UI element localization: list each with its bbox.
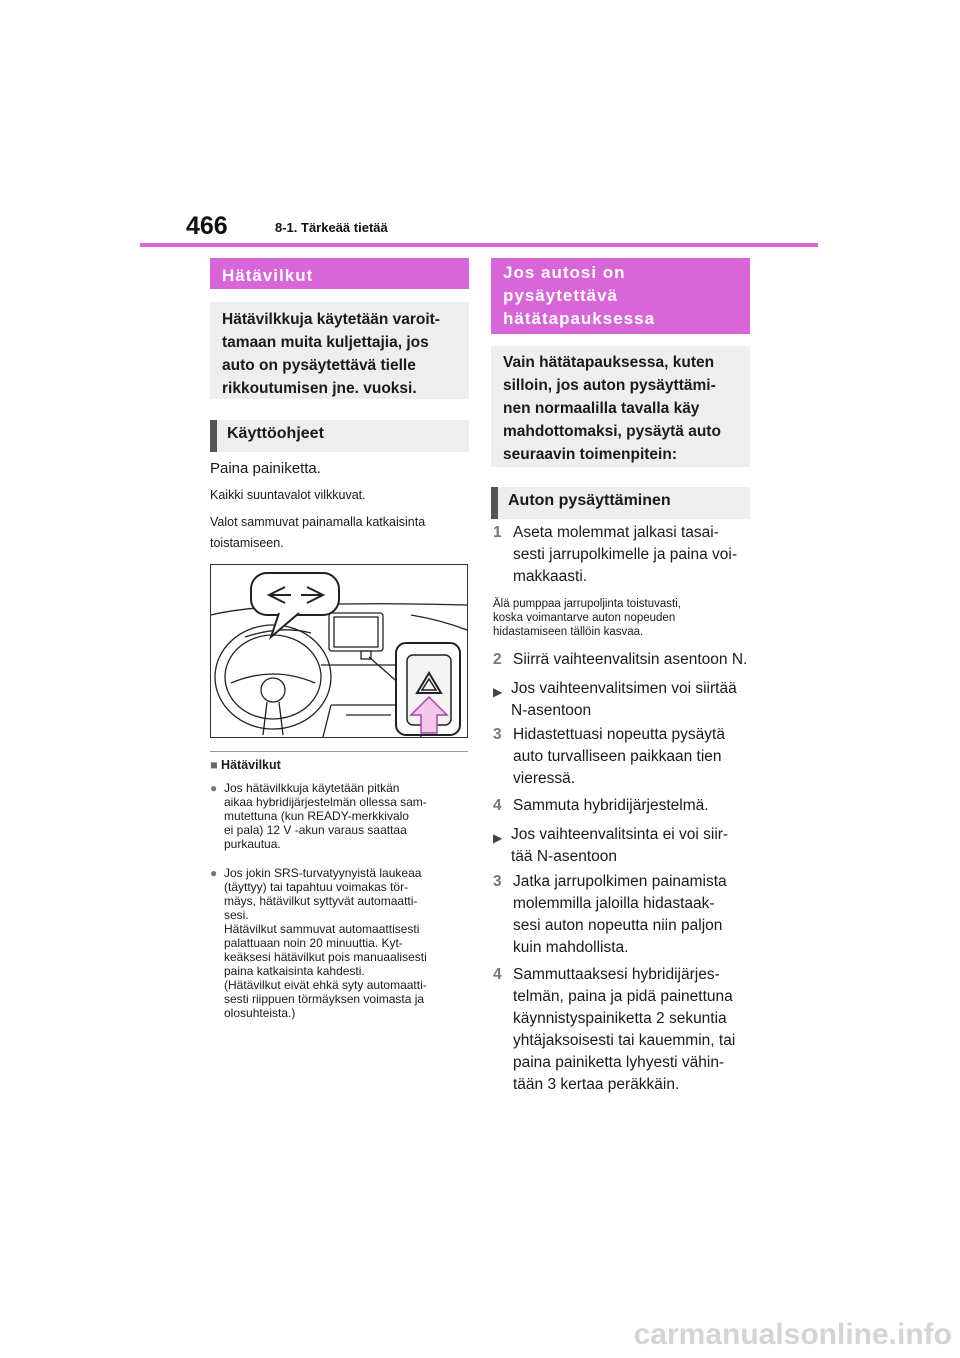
subheading-stopping: Auton pysäyttäminen	[491, 487, 750, 519]
step-line: yhtäjaksoisesti tai kauemmin, tai	[513, 1032, 736, 1049]
desc-text: Kaikki suuntavalot vilkkuvat.	[210, 488, 366, 502]
desc-text-2	[210, 512, 425, 554]
note-bullet	[210, 781, 466, 851]
condition-2	[493, 824, 751, 868]
step-line: paina painiketta lyhyesti vähin-	[513, 1054, 725, 1071]
heading-emergency-stop	[491, 258, 750, 334]
condition-line: tää N-asentoon	[511, 848, 617, 865]
square-bullet-icon: ■	[210, 758, 218, 772]
intro-line: mahdottomaksi, pysäytä auto	[503, 423, 721, 440]
step-3b	[493, 871, 745, 959]
note-bullet	[210, 866, 466, 1020]
triangle-bullet-icon: ▶	[493, 685, 503, 699]
step-line: Sammuta hybridijärjestelmä.	[513, 797, 709, 814]
step-line: Sammuttaaksesi hybridijärjes-	[513, 966, 720, 983]
bullet-text: Jos jokin SRS-turvatyynyistä laukeaa (täyttyy) tai tapahtuu voimakas tör- mäys, hätävilkut syttyvät automaatti- sesi. Hätävilkut sammuvat automaattisesti palattuaan noin 20 minuuttia. Kyt- keäksesi hätävilkut pois manuaalisesti paina katkaisinta kahdesti. (Hätävilkut eivät ehkä syty automaatti- sesti riippuen törmäyksen voimasta ja olosuhteista.)	[224, 866, 427, 1020]
section-title: 8-1. Tärkeää tietää	[275, 220, 388, 235]
step-4	[493, 795, 745, 817]
step-3	[493, 724, 745, 790]
note-title-text: Hätävilkut	[221, 758, 281, 772]
condition-line: Jos vaihteenvalitsimen voi siirtää	[511, 680, 737, 697]
condition-1	[493, 678, 751, 722]
circle-bullet-icon: ●	[210, 866, 218, 880]
note-line: koska voimantarve auton nopeuden	[493, 612, 676, 624]
step-line: Jatka jarrupolkimen painamista	[513, 873, 727, 890]
note-divider	[210, 751, 468, 752]
dashboard-drawing	[211, 565, 467, 737]
note-title	[210, 758, 281, 772]
watermark: carmanualsonline.info	[633, 1318, 952, 1351]
desc-line: Valot sammuvat painamalla katkaisinta	[210, 515, 426, 529]
step-number: 2	[493, 651, 502, 668]
intro-line: auto on pysäytettävä tielle	[222, 357, 416, 374]
step-line: sesi auton nopeutta niin paljon	[513, 917, 723, 934]
step-line: telmän, paina ja pidä painettuna	[513, 988, 733, 1005]
intro-line: silloin, jos auton pysäyttämi-	[503, 377, 716, 394]
step-1-note	[493, 597, 681, 639]
circle-bullet-icon: ●	[210, 781, 218, 795]
step-1	[493, 522, 745, 588]
intro-box	[210, 302, 469, 399]
step-line: kuin mahdollista.	[513, 939, 629, 956]
step-line: molemmilla jaloilla hidastaak-	[513, 895, 715, 912]
note-line: hidastamiseen tällöin kasvaa.	[493, 626, 644, 638]
triangle-bullet-icon: ▶	[493, 831, 503, 845]
intro-line: rikkoutumisen jne. vuoksi.	[222, 380, 417, 397]
step-line: makkaasti.	[513, 568, 588, 585]
step-line: sesti jarrupolkimelle ja paina voi-	[513, 546, 737, 563]
emergency-intro-box	[491, 346, 750, 467]
heading-line: pysäytettävä	[503, 286, 619, 305]
intro-line: seuraavin toimenpitein:	[503, 446, 677, 463]
step-line: käynnistyspainiketta 2 sekuntia	[513, 1010, 727, 1027]
step-number: 1	[493, 524, 502, 541]
bullet-text: Jos hätävilkkuja käytetään pitkän aikaa hybridijärjestelmän ollessa sam- mutettuna (kun READY-merkkivalo ei pala) 12 V -akun varaus saattaa purkautua.	[224, 781, 427, 851]
note-line: Älä pumppaa jarrupoljinta toistuvasti,	[493, 598, 681, 610]
condition-line: Jos vaihteenvalitsinta ei voi siir-	[511, 826, 729, 843]
step-line: vieressä.	[513, 770, 576, 787]
intro-line: tamaan muita kuljettajia, jos	[222, 334, 429, 351]
step-line: Siirrä vaihteenvalitsin asentoon N.	[513, 651, 748, 668]
instruction-text: Paina painiketta.	[210, 460, 321, 477]
header-rule	[140, 243, 818, 247]
step-number: 3	[493, 873, 502, 890]
heading-line: hätätapauksessa	[503, 309, 656, 328]
subheading-instructions: Käyttöohjeet	[210, 420, 469, 452]
page-number: 466	[186, 212, 228, 240]
step-line: auto turvalliseen paikkaan tien	[513, 748, 722, 765]
condition-line: N-asentoon	[511, 702, 592, 719]
dashboard-illustration	[210, 564, 468, 738]
step-number: 3	[493, 726, 502, 743]
step-2	[493, 649, 753, 671]
heading-hazard-lights: Hätävilkut	[210, 258, 469, 289]
step-line: Aseta molemmat jalkasi tasai-	[513, 524, 719, 541]
step-number: 4	[493, 966, 502, 983]
step-line: tään 3 kertaa peräkkäin.	[513, 1076, 680, 1093]
intro-line: nen normaalilla tavalla käy	[503, 400, 700, 417]
step-number: 4	[493, 797, 502, 814]
step-line: Hidastettuasi nopeutta pysäytä	[513, 726, 725, 743]
intro-line: Vain hätätapauksessa, kuten	[503, 354, 715, 371]
step-4b	[493, 964, 753, 1096]
heading-line: Jos autosi on	[503, 263, 626, 282]
intro-line: Hätävilkkuja käytetään varoit-	[222, 311, 440, 328]
desc-line: toistamiseen.	[210, 536, 284, 550]
